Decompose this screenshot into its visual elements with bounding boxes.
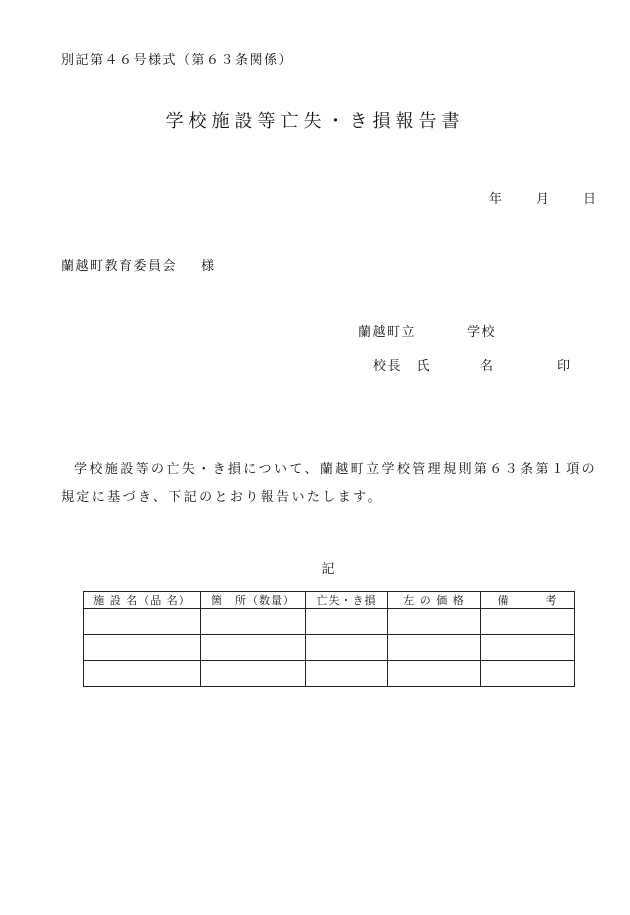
- header-location-quantity: 箇 所（数量）: [201, 592, 306, 609]
- school-name-suffix: 学校: [467, 325, 497, 340]
- table-cell[interactable]: [84, 635, 201, 661]
- document-title: 学校施設等亡失・き損報告書: [165, 111, 465, 132]
- addressee-honorific: 様: [201, 259, 215, 274]
- header-facility-name: 施 設 名（品 名）: [84, 592, 201, 609]
- date-day-label: 日: [583, 192, 597, 207]
- table-row: [84, 609, 575, 635]
- table-cell[interactable]: [201, 661, 306, 687]
- header-remarks: 備 考: [481, 592, 575, 609]
- table-cell[interactable]: [84, 609, 201, 635]
- report-table: [83, 591, 575, 687]
- school-name-prefix: 蘭越町立: [358, 325, 417, 340]
- table-cell[interactable]: [481, 661, 575, 687]
- table-cell[interactable]: [201, 635, 306, 661]
- table-row: [84, 661, 575, 687]
- table-cell[interactable]: [306, 661, 388, 687]
- table-cell[interactable]: [388, 635, 481, 661]
- table-cell[interactable]: [388, 609, 481, 635]
- date-year-label: 年: [489, 192, 503, 207]
- table-cell[interactable]: [481, 635, 575, 661]
- table-cell[interactable]: [306, 635, 388, 661]
- form-number: 別記第４６号様式（第６３条関係）: [61, 53, 294, 68]
- report-body-text: 学校施設等の亡失・き損について、蘭越町立学校管理規則第６３条第１項の規定に基づき、下記のとおり報告いたします。: [61, 462, 598, 505]
- table-cell[interactable]: [306, 609, 388, 635]
- seal-label: 印: [557, 359, 571, 374]
- table-cell[interactable]: [201, 609, 306, 635]
- principal-label: 校長 氏: [373, 359, 432, 374]
- date-month-label: 月: [536, 192, 550, 207]
- table-cell[interactable]: [481, 609, 575, 635]
- table-header-row: [84, 592, 575, 609]
- table-cell[interactable]: [84, 661, 201, 687]
- ki-heading: 記: [321, 562, 335, 577]
- principal-name-label: 名: [480, 359, 494, 374]
- header-loss-damage: 亡失・き損: [306, 592, 388, 609]
- table-cell[interactable]: [388, 661, 481, 687]
- addressee-name: 蘭越町教育委員会: [61, 259, 178, 274]
- header-value: 左 の 価 格: [388, 592, 481, 609]
- table-row: [84, 635, 575, 661]
